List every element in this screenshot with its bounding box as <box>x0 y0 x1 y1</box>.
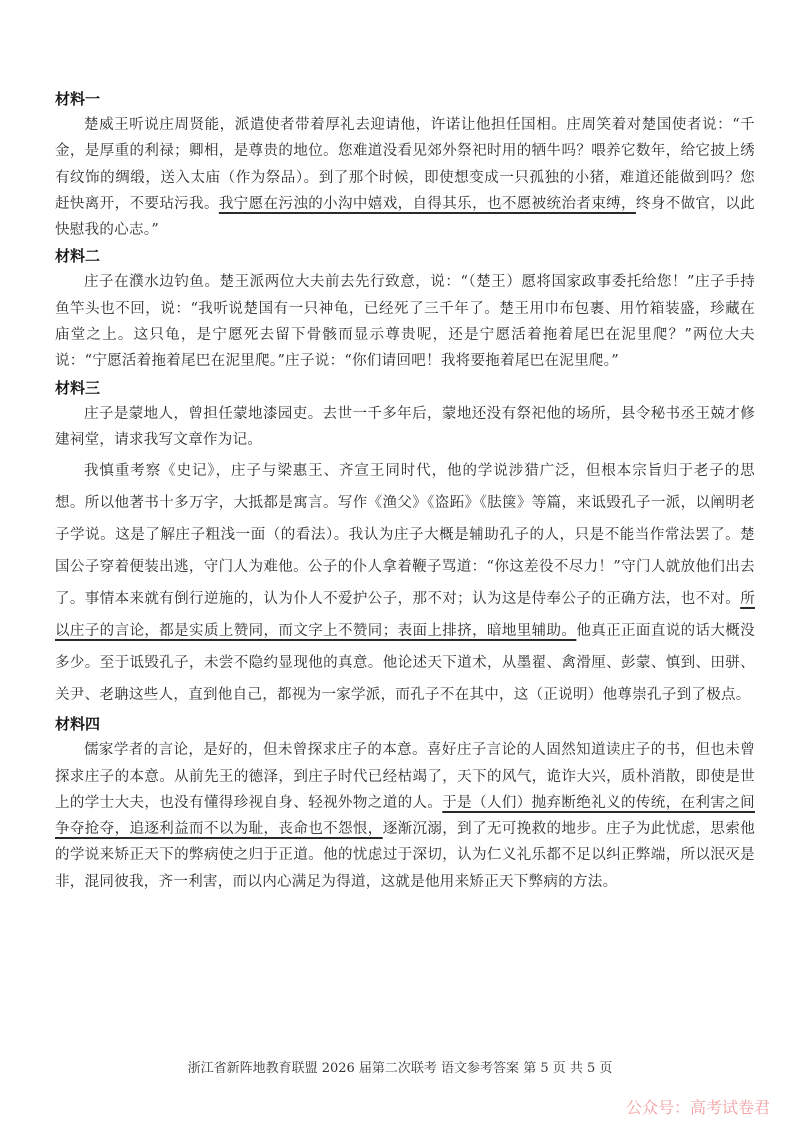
material-1-underlined-text: 我宁愿在污浊的小沟中嬉戏，自得其乐，也不愿被统治者束缚， <box>218 195 636 212</box>
material-4-paragraph <box>55 737 755 895</box>
material-2-heading: 材料二 <box>55 247 101 266</box>
material-2 <box>55 245 755 374</box>
material-1 <box>55 88 755 243</box>
material-3 <box>55 377 755 712</box>
material-4-tail-text: 逐渐沉溺，到了无可挽救的地步。庄子为此忧虑，思索他的学说来矫正天下的弊病使之归于正道。他的忧虑过于深切，认为仁义礼乐都不足以纠正弊端，所以泯灭是非，混同彼我，齐一利害，而以内心满足为得道，这就是他用来矫正天下弊病的方法。 <box>55 821 755 890</box>
page-footer: 浙江省新阵地教育联盟 2026 届第二次联考 语文参考答案 第 5 页 共 5 页 <box>187 1061 613 1076</box>
material-4-underlined-text: 于是（人们）抛弃断绝礼义的传统，在利害之间争夺抢夺，追逐利益而不以为耻，丧命也不怨恨， <box>55 794 755 838</box>
material-3-underlined-text: 所以庄子的言论，都是实质上赞同，而文字上不赞同；表面上排挤，暗地里辅助。 <box>55 591 755 640</box>
material-3-paragraph-1: 庄子是蒙地人，曾担任蒙地漆园吏。去世一千多年后，蒙地还没有祭祀他的场所，县令秘书丞王兢才修建祠堂，请求我写文章作为记。 <box>55 405 755 448</box>
material-4-text: 儒家学者的言论，是好的，但未曾探求庄子的本意。喜好庄子言论的人固然知道读庄子的书，但也未曾探求庄子的本意。从前先王的德泽，到庄子时代已经枯竭了，天下的风气，诡诈大兴，质朴消散，即使是世上的学士大夫，也没有懂得珍视自身、轻视外物之道的人。 <box>55 742 755 811</box>
document-body <box>55 88 755 897</box>
material-1-tail-text: 终身不做官，以此快慰我的心志。” <box>55 195 755 239</box>
watermark-text: 公众号：高考试卷君 <box>625 1098 770 1117</box>
material-1-paragraph <box>55 112 755 243</box>
material-3-heading: 材料三 <box>55 378 101 397</box>
material-3-text: 我慎重考察《史记》，庄子与梁惠王、齐宣王同时代，他的学说涉猎广泛，但根本宗旨归于老子的思想。所以他著书十多万字，大抵都是寓言。写作《渔父》《盗跖》《胠箧》等篇，来诋毁孔子一派，以阐明老子学说。这是了解庄子粗浅一面（的看法）。我认为庄子大概是辅助孔子的人，只是不能当作常法罢了。楚国公子穿着便装出逃，守门人为难他。公子的仆人拿着鞭子骂道：“你这差役不尽力！”守门人就放他们出去了。事情本来就有倒行逆施的，认为仆人不爱护公子，那不对；认为这是侍奉公子的正确方法，也不对。 <box>55 463 755 608</box>
material-1-heading: 材料一 <box>55 90 101 108</box>
material-4 <box>55 713 755 895</box>
material-4-heading: 材料四 <box>55 715 101 734</box>
material-2-paragraph: 庄子在濮水边钓鱼。楚王派两位大夫前去先行致意，说：“（楚王）愿将国家政事委托给您！”庄子手持鱼竿头也不回，说：“我听说楚国有一只神龟，已经死了三千年了。楚王用巾布包裹、用竹箱装盛，珍藏在庙堂之上。这只龟，是宁愿死去留下骨骸而显示尊贵呢，还是宁愿活着拖着尾巴在泥里爬？”两位大夫说：“宁愿活着拖着尾巴在泥里爬。”庄子说：“你们请回吧！我将要拖着尾巴在泥里爬。” <box>55 274 755 370</box>
material-3-paragraph-2 <box>55 455 755 711</box>
material-1-text: 楚威王听说庄周贤能，派遣使者带着厚礼去迎请他，许诺让他担任国相。庄周笑着对楚国使者说：“千金，是厚重的利禄；卿相，是尊贵的地位。您难道没看见郊外祭祀时用的牺牛吗？喂养它数年，给它披上绣有纹饰的绸缎，送入太庙（作为祭品）。到了那个时候，即使想变成一只孤独的小猪，难道还能做到吗？您赶快离开，不要玷污我。 <box>55 117 755 212</box>
material-3-tail-text: 他真正正面直说的话大概没多少。至于诋毁孔子，未尝不隐约显现他的真意。他论述天下道术，从墨翟、禽滑厘、彭蒙、慎到、田骈、关尹、老聃这些人，直到他自己，都视为一家学派，而孔子不在其中，这（正说明）他尊崇孔子到了极点。 <box>55 623 755 704</box>
